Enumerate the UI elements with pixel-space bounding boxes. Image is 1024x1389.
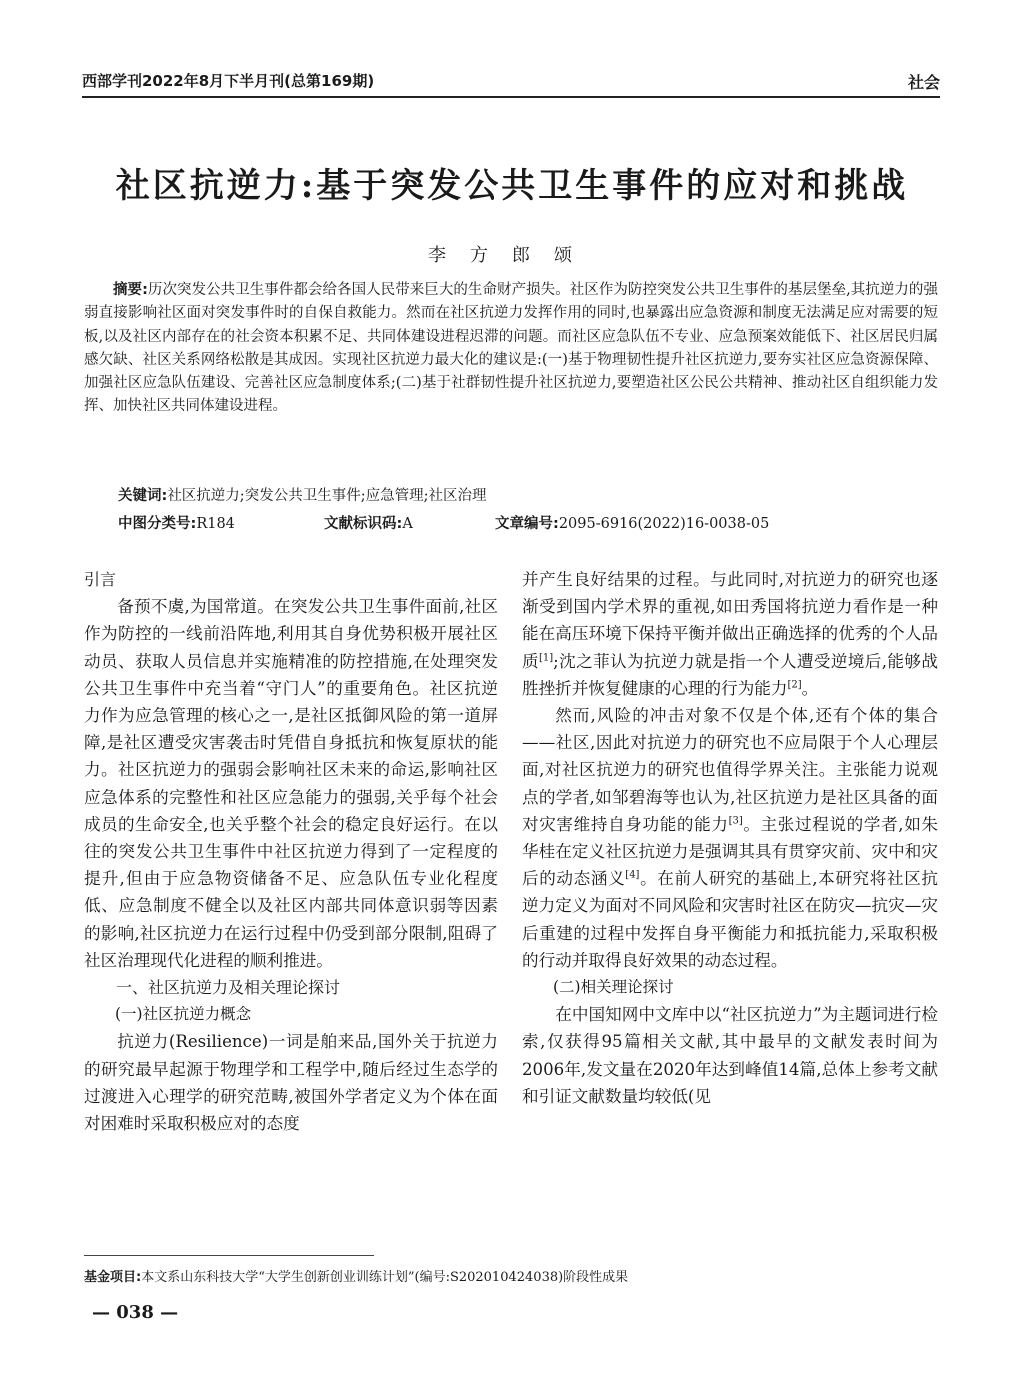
running-header: [82, 70, 940, 98]
page-number: — 038 —: [92, 1302, 179, 1323]
text-run: 。: [801, 678, 819, 698]
abstract-label: 摘要:: [113, 282, 148, 298]
paragraph: 抗逆力(Resilience)一词是舶来品,国外关于抗逆力的研究最早起源于物理学和工程学中,随后经过生态学的过渡进入心理学的研究范畴,被国外学者定义为个体在面对困难时采取积极应对的态度: [84, 1032, 498, 1134]
article-number-value: 2095-6916(2022)16-0038-05: [558, 516, 770, 532]
footnote-text: 本文系山东科技大学“大学生创新创业训练计划”(编号:S202010424038)阶段性成果: [141, 1270, 629, 1285]
intro-heading: 引言: [84, 570, 117, 589]
text-run: 。在前人研究的基础上,本研究将社区抗逆力定义为面对不同风险和灾害时社区在防灾—抗灾—灾后重建的过程中发挥自身平衡能力和抵抗能力,采取积极的行动并取得良好效果的动态过程。: [522, 869, 939, 970]
citation: [4]: [625, 869, 640, 881]
article-title: 社区抗逆力:基于突发公共卫生事件的应对和挑战: [115, 166, 909, 206]
footnote-label: 基金项目:: [84, 1270, 142, 1285]
citation: [1]: [538, 652, 554, 664]
doc-value: A: [402, 516, 413, 532]
journal-name: 西部学刊2022年8月下半月刊(总第169期): [82, 72, 375, 90]
footnote-divider: [84, 1255, 374, 1256]
paragraph: [522, 566, 938, 702]
article-number-label: 文章编号:: [495, 516, 559, 532]
abstract: [84, 279, 938, 419]
citation: [2]: [787, 679, 802, 691]
text-run: 并产生良好结果的过程。与此同时,对抗逆力的研究也逐渐受到国内学术界的重视,如田秀国将抗逆力看作是一种能在高压环境下保持平衡并做出正确选择的优秀的个人品质: [522, 570, 938, 671]
section-name: 社会: [907, 73, 940, 92]
right-column: [522, 566, 938, 1110]
left-column: [84, 566, 498, 1137]
paragraph: 备预不虞,为国常道。在突发公共卫生事件面前,社区作为防控的一线前沿阵地,利用其自身优势积极开展社区动员、获取人员信息并实施精准的防控措施,在处理突发公共卫生事件中充当着“守门人”的重要角色。社区抗逆力作为应急管理的核心之一,是社区抵御风险的第一道屏障,是社区遭受灾害袭击时凭借自身抵抗和恢复原状的能力。社区抗逆力的强弱会影响社区未来的命运,影响社区应急体系的完整性和社区应急能力的强弱,关乎每个社会成员的生命安全,也关乎整个社会的稳定良好运行。在以往的突发公共卫生事件中社区抗逆力得到了一定程度的提升,但由于应急物资储备不足、应急队伍专业化程度低、应急制度不健全以及社区内部共同体意识弱等因素的影响,社区抗逆力在运行过程中仍受到部分限制,阻碍了社区治理现代化进程的顺利推进。: [84, 597, 498, 970]
text-run: 然而,风险的冲击对象不仅是个体,还有个体的集合——社区,因此对抗逆力的研究也不应局限于个人心理层面,对社区抗逆力的研究也值得学界关注。主张能力说观点的学者,如邹碧海等也认为,社区抗逆力是社区具备的面对灾害维持自身功能的能力: [522, 706, 938, 834]
abstract-text: 历次突发公共卫生事件都会给各国人民带来巨大的生命财产损失。社区作为防控突发公共卫生事件的基层堡垒,其抗逆力的强弱直接影响社区面对突发事件时的自保自救能力。然而在社区抗逆力发挥作用的同时,也暴露出应急资源和制度无法满足应对需要的短板,以及社区内部存在的社会资本积累不足、共同体建设进程迟滞的问题。而社区应急队伍不专业、应急预案效能低下、社区居民归属感欠缺、社区关系网络松散是其成因。实现社区抗逆力最大化的建议是:(一)基于物理韧性提升社区抗逆力,要夯实社区应急资源保障、加强社区应急队伍建设、完善社区应急制度体系;(二)基于社群韧性提升社区抗逆力,要塑造社区公民公共精神、推动社区自组织能力发挥、加快社区共同体建设进程。: [84, 282, 938, 415]
keywords-text: 社区抗逆力;突发公共卫生事件;应急管理;社区治理: [167, 488, 487, 504]
keywords: [118, 484, 486, 505]
doc-code: [324, 512, 413, 533]
authors: 李方郎颂: [428, 245, 596, 266]
footnote: [84, 1266, 628, 1285]
article-number: [495, 512, 769, 533]
text-run: 。主张过程说的学者,如朱华桂在定义社区抗逆力是强调其具有贯穿灾前、灾中和灾后的动态涵义: [522, 814, 939, 889]
clc-label: 中图分类号:: [118, 516, 197, 532]
doc-label: 文献标识码:: [324, 516, 403, 532]
paragraph: [522, 702, 938, 974]
text-run: ;沈之菲认为抗逆力就是指一个人遭受逆境后,能够战胜挫折并恢复健康的心理的行为能力: [522, 651, 938, 698]
subsection-heading: (二)相关理论探讨: [553, 978, 674, 997]
keywords-label: 关键词:: [118, 488, 168, 504]
classification-line: [118, 512, 938, 534]
section-heading: 一、社区抗逆力及相关理论探讨: [116, 978, 341, 998]
clc-code: [118, 512, 235, 533]
clc-value: R184: [196, 516, 235, 532]
citation: [3]: [728, 815, 743, 827]
paragraph: 在中国知网中文库中以“社区抗逆力”为主题词进行检索,仅获得95篇相关文献,其中最早的文献发表时间为2006年,发文量在2020年达到峰值14篇,总体上参考文献和引证文献数量均较低(见: [522, 1005, 938, 1106]
subsection-heading: (一)社区抗逆力概念: [115, 1005, 252, 1024]
